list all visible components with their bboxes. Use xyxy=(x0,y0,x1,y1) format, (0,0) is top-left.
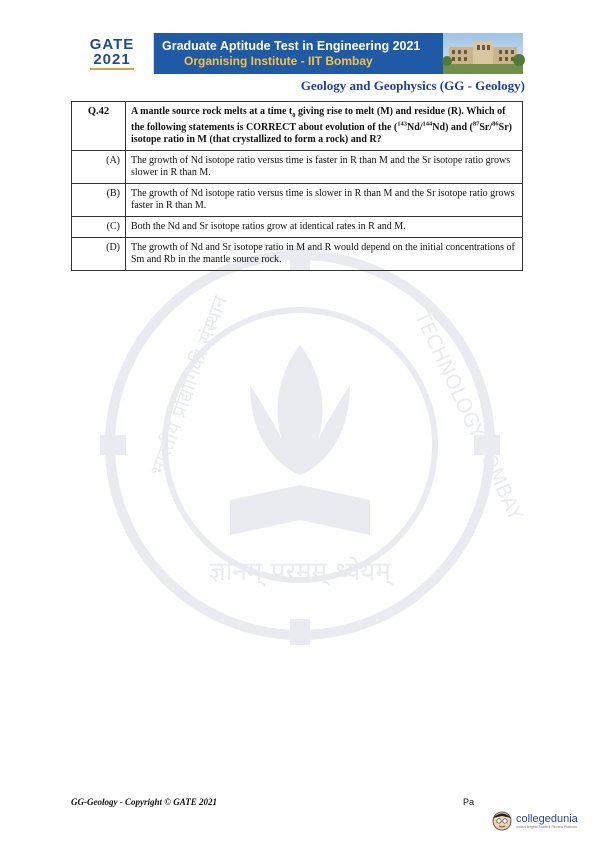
option-row-a xyxy=(72,151,523,184)
iit-bombay-watermark xyxy=(100,235,529,655)
header-banner xyxy=(71,33,523,74)
banner-subtitle: Organising Institute - IIT Bombay xyxy=(184,53,373,68)
logo-underline xyxy=(90,68,134,70)
question-number: Q.42 xyxy=(72,102,126,151)
banner-text xyxy=(154,33,443,74)
subscript-zero: 0 xyxy=(292,112,296,119)
option-row-d xyxy=(72,238,523,271)
logo-text-gate: GATE xyxy=(89,36,135,53)
option-text: The growth of Nd isotope ratio versus time is faster in R than M and the Sr isotope ratio grows slower in R than M. xyxy=(126,151,523,184)
gate-logo xyxy=(71,33,154,74)
option-text: The growth of Nd isotope ratio versus time is slower in R than M and the Sr isotope ratio grows faster in R than M. xyxy=(126,184,523,217)
logo-text-year: 2021 xyxy=(93,51,131,68)
brand-tagline: India's largest Student Review Platform xyxy=(516,825,577,829)
subject-title: Geology and Geophysics (GG - Geology) xyxy=(300,78,525,93)
footer-copyright: GG-Geology - Copyright © GATE 2021 xyxy=(71,797,217,807)
question-stem: A mantle source rock melts at a time $t_0$ giving rise to melt (M) and residue (R). Which of the following statements is CORRECT about evolution of the ($^{143}$Nd/$^{144}$Nd) and ($^{87}$Sr/$^{86}$Sr) isotope ratio in M (that crystallized to form a rock) and R? xyxy=(126,102,523,151)
question-row xyxy=(72,102,523,151)
question-table xyxy=(71,101,523,271)
option-label: (B) xyxy=(72,184,126,217)
option-label: (C) xyxy=(72,217,126,238)
option-label: (D) xyxy=(72,238,126,271)
banner-title: Graduate Aptitude Test in Engineering 2021 xyxy=(162,38,421,53)
brand-name: collegedunia xyxy=(516,813,578,825)
collegedunia-badge xyxy=(491,807,595,835)
watermark-right-text: TECHNOLOGY BOMBAY xyxy=(409,307,529,525)
option-row-b xyxy=(72,184,523,217)
mascot-icon xyxy=(491,810,513,832)
watermark-motto: ज्ञानम् परमम् ध्येयम् xyxy=(209,557,391,587)
option-text: Both the Nd and Sr isotope ratios grow at identical rates in R and M. xyxy=(126,217,523,238)
brand-block xyxy=(516,813,578,829)
institute-building-image xyxy=(443,33,523,74)
page-number: Pa xyxy=(463,797,475,807)
option-text: The growth of Nd and Sr isotope ratio in M and R would depend on the initial concentrations of Sm and Rb in the mantle source rock. xyxy=(126,238,523,271)
option-label: (A) xyxy=(72,151,126,184)
option-row-c xyxy=(72,217,523,238)
watermark-left-text: भारतीय प्रौद्योगिकी संस्थान xyxy=(144,292,233,479)
